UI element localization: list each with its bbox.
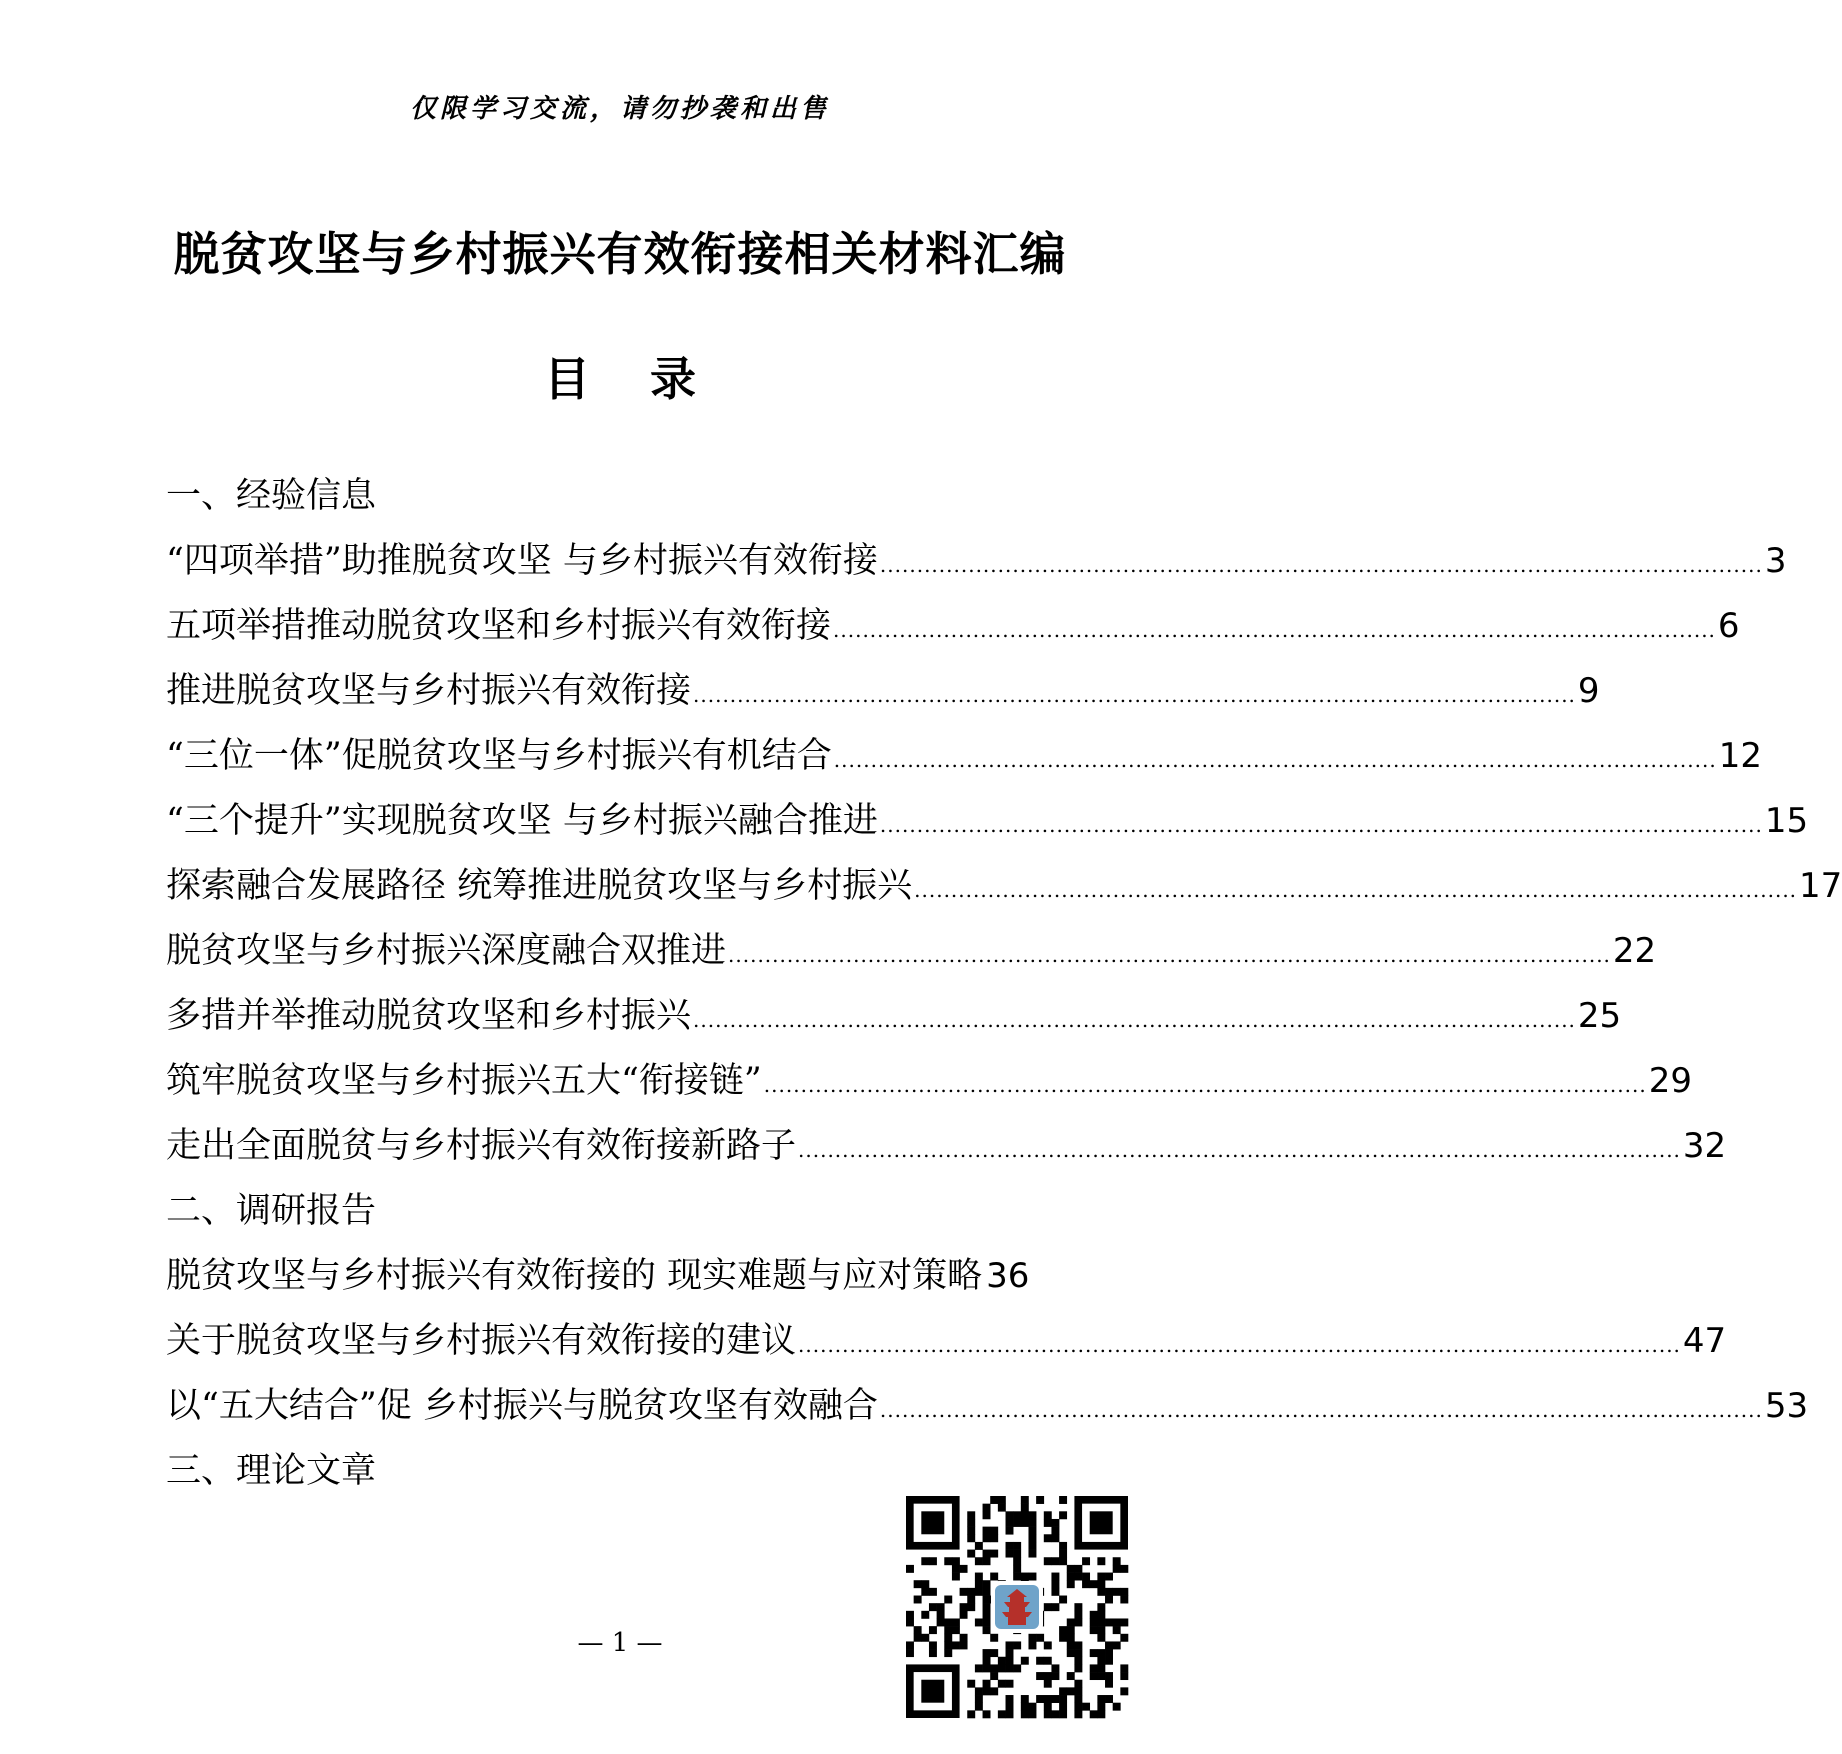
toc-entry-page: 32 <box>1682 1126 1727 1166</box>
toc-entry[interactable] <box>166 724 1762 789</box>
toc-entry[interactable] <box>166 659 1600 724</box>
document-title: 脱贫攻坚与乡村振兴有效衔接相关材料汇编 <box>173 227 1067 281</box>
toc-entry-title: 推进脱贫攻坚与乡村振兴有效衔接 <box>166 671 692 711</box>
toc-leader-dots: ........................................................................................................................ <box>914 878 1798 902</box>
toc-leader-dots: ........................................................................................................................ <box>693 1008 1576 1032</box>
toc-leader-dots: ........................................................................................................................ <box>693 683 1576 707</box>
toc-entry-page: 22 <box>1612 931 1657 971</box>
toc-entry-title: 以“五大结合”促 乡村振兴与脱贫攻坚有效融合 <box>166 1386 878 1426</box>
toc-entry[interactable] <box>166 529 1787 594</box>
toc-entry[interactable] <box>166 984 1622 1049</box>
toc-entry-page: 12 <box>1718 736 1762 776</box>
toc-entry-page: 6 <box>1717 606 1740 646</box>
toc-entry-title: 筑牢脱贫攻坚与乡村振兴五大“衔接链” <box>166 1061 762 1101</box>
toc-leader-dots: ........................................................................................................................ <box>798 1333 1681 1357</box>
qr-code-icon <box>906 1496 1128 1718</box>
toc-leader-dots: ........................................................................................................................ <box>763 1073 1647 1097</box>
toc-entry-title: 多措并举推动脱贫攻坚和乡村振兴 <box>166 996 692 1036</box>
toc-entry-page: 15 <box>1764 801 1809 841</box>
page-number: — 1 — <box>577 1628 663 1658</box>
toc-leader-dots: ........................................................................................................................ <box>879 1398 1763 1422</box>
toc-section-heading: 三、理论文章 <box>166 1451 377 1491</box>
toc-entry[interactable] <box>166 1309 1727 1374</box>
toc-heading-right: 录 <box>650 352 696 406</box>
toc-entry-title: “三位一体”促脱贫攻坚与乡村振兴有机结合 <box>166 736 832 776</box>
toc-entry-page: 9 <box>1577 671 1600 711</box>
toc-entry[interactable] <box>166 1049 1692 1114</box>
toc-entry-page: 53 <box>1764 1386 1809 1426</box>
toc-heading <box>0 343 1240 409</box>
toc-entry[interactable] <box>166 594 1740 659</box>
copyright-notice: 仅限学习交流，请勿抄袭和出售 <box>409 94 830 124</box>
toc-section-heading: 一、经验信息 <box>166 476 377 516</box>
toc-entry-title: 走出全面脱贫与乡村振兴有效衔接新路子 <box>166 1126 797 1166</box>
toc-section-heading: 二、调研报告 <box>166 1191 377 1231</box>
toc-leader-dots: ........................................................................................................................ <box>798 1138 1681 1162</box>
toc-entry-title: “三个提升”实现脱贫攻坚 与乡村振兴融合推进 <box>166 801 878 841</box>
toc-entry-page: 3 <box>1764 541 1787 581</box>
toc-leader-dots: ........................................................................................................................ <box>879 553 1763 577</box>
toc-entry[interactable] <box>166 1244 1086 1309</box>
toc-leader-dots: ........................................................................................................................ <box>879 813 1763 837</box>
toc-entry-page: 47 <box>1682 1321 1727 1361</box>
toc-leader-dots: ........................................................................................................................ <box>833 618 1716 642</box>
toc-entry-title: 探索融合发展路径 统筹推进脱贫攻坚与乡村振兴 <box>166 866 913 906</box>
toc-entry-title: “四项举措”助推脱贫攻坚 与乡村振兴有效衔接 <box>166 541 878 581</box>
toc-entry-page: 25 <box>1577 996 1622 1036</box>
toc-entry[interactable] <box>166 1374 1809 1439</box>
toc-entry[interactable] <box>166 789 1809 854</box>
toc-entry[interactable] <box>166 1114 1727 1179</box>
toc-entry-title: 脱贫攻坚与乡村振兴有效衔接的 现实难题与应对策略 <box>166 1256 983 1296</box>
toc-entry-title: 五项举措推动脱贫攻坚和乡村振兴有效衔接 <box>166 606 832 646</box>
toc-entry-page: 29 <box>1648 1061 1692 1101</box>
toc-entry-title: 关于脱贫攻坚与乡村振兴有效衔接的建议 <box>166 1321 797 1361</box>
toc-leader-dots: ........................................................................................................................ <box>728 943 1611 967</box>
toc-entry-page: 17 <box>1799 866 1842 906</box>
toc-entry[interactable] <box>166 919 1657 984</box>
toc-entry-page: 36 <box>986 1256 1030 1296</box>
toc-heading-left: 目 <box>544 352 590 406</box>
toc-entry[interactable] <box>166 854 1842 919</box>
table-of-contents <box>166 464 1842 1504</box>
toc-leader-dots: ........................................................................................................................ <box>833 748 1717 772</box>
toc-entry-title: 脱贫攻坚与乡村振兴深度融合双推进 <box>166 931 727 971</box>
